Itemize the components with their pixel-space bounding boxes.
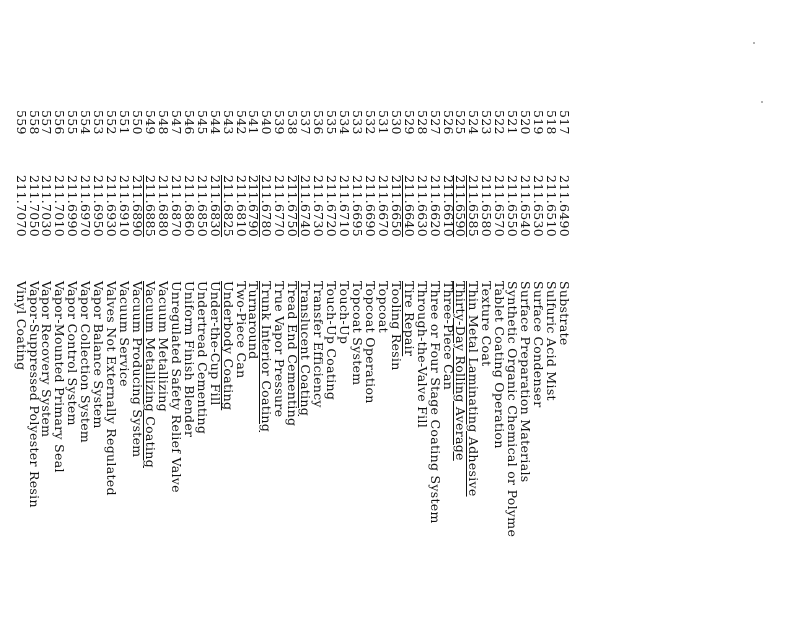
section-code: 211.6810 bbox=[233, 175, 249, 238]
section-code: 211.6730 bbox=[311, 175, 327, 238]
row-number: 536 bbox=[311, 110, 327, 135]
term-description: Vacuum Service bbox=[117, 281, 133, 387]
table-row bbox=[117, 110, 133, 630]
section-code: 211.6830 bbox=[207, 175, 223, 238]
row-number: 542 bbox=[233, 110, 249, 135]
row-number: 540 bbox=[259, 110, 275, 135]
term-description: Tread End Cementing bbox=[285, 281, 301, 427]
table-row bbox=[130, 110, 146, 630]
section-code: 211.6610 bbox=[440, 175, 456, 238]
table-row bbox=[53, 110, 66, 630]
term-description: Touch-Up bbox=[337, 281, 353, 345]
section-code: 211.6490 bbox=[557, 175, 572, 238]
table-row bbox=[557, 110, 570, 630]
section-code: 211.7070 bbox=[13, 175, 29, 238]
table-row bbox=[479, 110, 495, 630]
section-code: 211.6530 bbox=[531, 175, 547, 238]
row-number: 538 bbox=[285, 110, 301, 135]
term-description: Sulfuric Acid Mist bbox=[544, 281, 560, 401]
row-number: 523 bbox=[479, 110, 495, 135]
term-description: Thin Metal Laminating Adhesive bbox=[466, 281, 482, 497]
section-code: 211.6850 bbox=[194, 175, 210, 238]
row-number: 555 bbox=[65, 110, 81, 135]
table-row bbox=[492, 110, 508, 630]
table-row bbox=[285, 110, 301, 630]
term-description: Tooling Resin bbox=[388, 281, 404, 371]
term-description: Tire Repair bbox=[401, 281, 417, 357]
table-row bbox=[544, 110, 560, 630]
row-number: 533 bbox=[350, 110, 365, 135]
table-row bbox=[104, 110, 120, 630]
row-number: 525 bbox=[453, 110, 469, 135]
term-description: Vapor-Mounted Primary Seal bbox=[52, 281, 68, 473]
term-description: Three or Four Stage Coating System bbox=[427, 281, 443, 524]
term-description: Vapor Balance System bbox=[91, 281, 107, 429]
section-code: 211.6695 bbox=[350, 175, 365, 238]
term-description: Surface Preparation Materials bbox=[518, 281, 534, 483]
row-number: 521 bbox=[505, 110, 521, 135]
row-number: 559 bbox=[13, 110, 29, 135]
row-number: 524 bbox=[466, 110, 482, 135]
row-number: 530 bbox=[388, 110, 404, 135]
row-number: 554 bbox=[78, 110, 94, 135]
term-description: Through-the-Valve Fill bbox=[414, 281, 430, 429]
term-description: Topcoat bbox=[375, 281, 391, 333]
scan-speck bbox=[753, 42, 755, 44]
row-number: 556 bbox=[52, 110, 68, 135]
section-code: 211.6870 bbox=[168, 175, 184, 238]
term-description: Trunk Interior Coating bbox=[259, 281, 275, 433]
term-description: Vacuum Metallizing Coating bbox=[143, 281, 158, 468]
table-row bbox=[324, 110, 340, 630]
row-number: 519 bbox=[531, 110, 547, 135]
row-number: 552 bbox=[104, 110, 120, 135]
section-code: 211.6825 bbox=[220, 175, 236, 238]
row-number: 537 bbox=[298, 110, 314, 135]
row-number: 520 bbox=[518, 110, 534, 135]
section-code: 211.7050 bbox=[26, 175, 42, 238]
table-row bbox=[91, 110, 107, 630]
term-description: Vacuum Producing System bbox=[130, 281, 146, 458]
row-number: 522 bbox=[492, 110, 508, 135]
row-number: 546 bbox=[181, 110, 197, 135]
term-description: Topcoat Operation bbox=[362, 281, 378, 404]
term-description: Tablet Coating Operation bbox=[492, 281, 508, 449]
term-description: Texture Coat bbox=[479, 281, 495, 367]
row-number: 558 bbox=[26, 110, 42, 135]
term-description: Transfer Efficiency bbox=[311, 281, 327, 408]
section-code: 211.6620 bbox=[427, 175, 443, 238]
section-code: 211.6720 bbox=[324, 175, 340, 238]
table-row bbox=[531, 110, 547, 630]
row-number: 547 bbox=[168, 110, 184, 135]
section-code: 211.7030 bbox=[39, 175, 55, 238]
term-description: Vapor Control System bbox=[65, 281, 81, 426]
section-code: 211.6860 bbox=[181, 175, 197, 238]
section-code: 211.6780 bbox=[259, 175, 275, 238]
term-description: Unregulated Safety Relief Valve bbox=[168, 281, 184, 493]
section-code: 211.6580 bbox=[479, 175, 495, 238]
row-number: 531 bbox=[375, 110, 391, 135]
term-description: Vacuum Metallizing bbox=[155, 281, 171, 412]
section-code: 211.6770 bbox=[272, 175, 288, 238]
term-description: Vapor Collection System bbox=[78, 281, 94, 444]
table-row bbox=[14, 110, 27, 630]
section-code: 211.6630 bbox=[414, 175, 430, 238]
term-description: Synthetic Organic Chemical or Polyme bbox=[505, 281, 521, 538]
row-number: 532 bbox=[362, 110, 378, 135]
row-number: 529 bbox=[401, 110, 417, 135]
row-number: 548 bbox=[155, 110, 171, 135]
section-code: 211.7010 bbox=[52, 175, 68, 238]
table-row bbox=[298, 110, 314, 630]
term-description: Surface Condenser bbox=[531, 281, 547, 408]
row-number: 553 bbox=[91, 110, 107, 135]
row-number: 539 bbox=[272, 110, 288, 135]
section-code: 211.6590 bbox=[453, 175, 469, 238]
section-code: 211.6750 bbox=[285, 175, 301, 238]
table-row bbox=[518, 110, 534, 630]
section-code: 211.6710 bbox=[337, 175, 353, 238]
row-number: 518 bbox=[544, 110, 560, 135]
table-row bbox=[337, 110, 353, 630]
section-code: 211.6540 bbox=[518, 175, 534, 238]
row-number: 526 bbox=[440, 110, 456, 135]
section-code: 211.6950 bbox=[91, 175, 107, 238]
section-code: 211.6890 bbox=[130, 175, 146, 238]
table-row bbox=[65, 110, 81, 630]
section-code: 211.6650 bbox=[388, 175, 404, 238]
term-description: Topcoat System bbox=[350, 281, 365, 386]
section-code: 211.6880 bbox=[155, 175, 171, 238]
row-number: 543 bbox=[220, 110, 236, 135]
term-description: Turnaround bbox=[246, 281, 262, 360]
table-row bbox=[467, 110, 480, 630]
row-number: 535 bbox=[324, 110, 340, 135]
section-code: 211.6585 bbox=[466, 175, 482, 238]
term-description: Thirty-Day Rolling Average bbox=[453, 281, 469, 461]
section-code: 211.6885 bbox=[143, 175, 158, 238]
section-code: 211.6740 bbox=[298, 175, 314, 238]
term-description: Substrate bbox=[557, 281, 572, 346]
section-code: 211.6910 bbox=[117, 175, 133, 238]
row-number: 557 bbox=[39, 110, 55, 135]
section-code: 211.6570 bbox=[492, 175, 508, 238]
section-code: 211.6670 bbox=[375, 175, 391, 238]
term-description: Touch-Up Coating bbox=[324, 281, 340, 401]
definitions-index-table bbox=[13, 110, 572, 630]
term-description: Vinyl Coating bbox=[13, 281, 29, 371]
table-row bbox=[260, 110, 273, 630]
row-number: 541 bbox=[246, 110, 262, 135]
section-code: 211.6690 bbox=[362, 175, 378, 238]
term-description: Vapor-Suppressed Polyester Resin bbox=[26, 281, 42, 508]
term-description: Uniform Finish Blender bbox=[181, 281, 197, 438]
term-description: Valves Not Externally Regulated bbox=[104, 281, 120, 496]
table-row bbox=[350, 110, 363, 630]
table-row bbox=[311, 110, 327, 630]
term-description: Two-Piece Can bbox=[233, 281, 249, 379]
term-description: Undertread Cementing bbox=[194, 281, 210, 435]
section-code: 211.6990 bbox=[65, 175, 81, 238]
term-description: Under-the-Cup Fill bbox=[207, 281, 223, 406]
section-code: 211.6510 bbox=[544, 175, 560, 238]
row-number: 527 bbox=[427, 110, 443, 135]
row-number: 534 bbox=[337, 110, 353, 135]
row-number: 517 bbox=[557, 110, 572, 135]
row-number: 551 bbox=[117, 110, 133, 135]
scan-speck bbox=[761, 101, 763, 103]
section-code: 211.6550 bbox=[505, 175, 521, 238]
term-description: Translucent Coating bbox=[298, 281, 314, 417]
term-description: Vapor Recovery System bbox=[39, 281, 55, 438]
table-row bbox=[272, 110, 288, 630]
table-row bbox=[505, 110, 521, 630]
row-number: 550 bbox=[130, 110, 146, 135]
table-row bbox=[143, 110, 156, 630]
term-description: True Vapor Pressure bbox=[272, 281, 288, 418]
row-number: 544 bbox=[207, 110, 223, 135]
row-number: 545 bbox=[194, 110, 210, 135]
section-code: 211.6930 bbox=[104, 175, 120, 238]
term-description: Three-Piece Can bbox=[440, 281, 456, 391]
section-code: 211.6790 bbox=[246, 175, 262, 238]
section-code: 211.6640 bbox=[401, 175, 417, 238]
row-number: 528 bbox=[414, 110, 430, 135]
table-row bbox=[78, 110, 94, 630]
row-number: 549 bbox=[143, 110, 158, 135]
term-description: Underbody Coating bbox=[220, 281, 236, 411]
section-code: 211.6970 bbox=[78, 175, 94, 238]
